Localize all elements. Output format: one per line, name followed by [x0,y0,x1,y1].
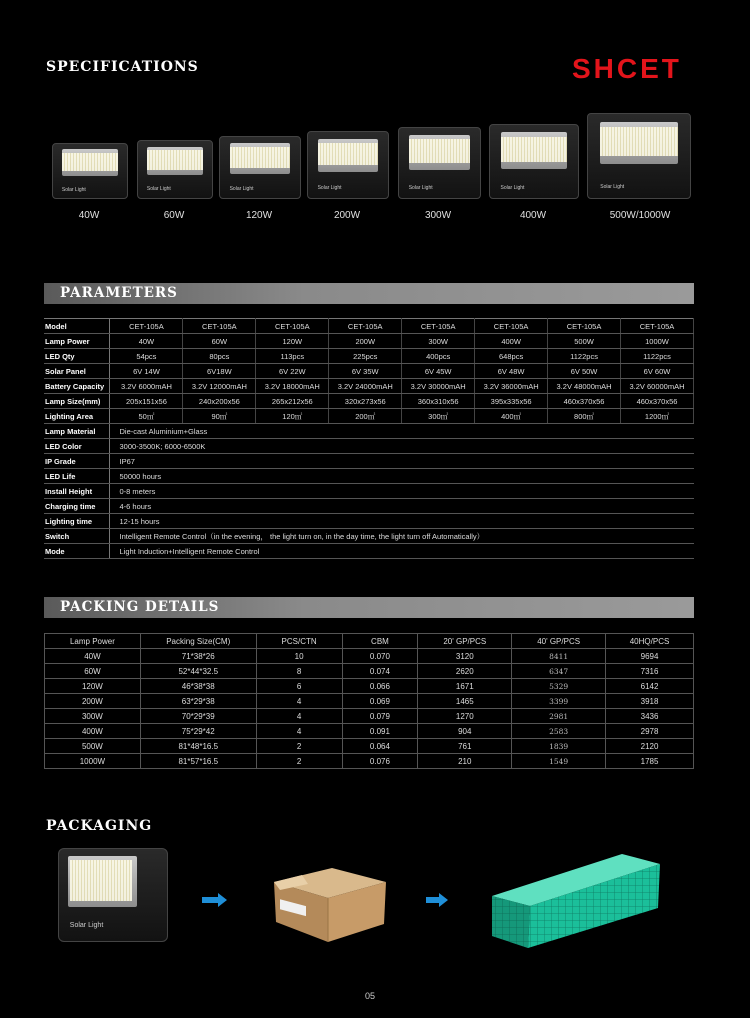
parameter-value: 80pcs [183,349,256,364]
parameter-value: 3.2V 18000mAH [256,379,329,394]
product-image-400w: Solar Light [489,124,579,199]
parameter-label: Switch [44,529,110,544]
parameter-value: 1122pcs [548,349,621,364]
parameter-row [44,364,694,379]
table-cell: 0.066 [342,679,418,694]
table-cell: 6347 [512,664,606,679]
column-header: Packing Size(CM) [140,634,256,649]
parameter-value: 648pcs [475,349,548,364]
parameter-value: 120W [256,334,329,349]
parameter-row [44,319,694,334]
table-cell: 4 [256,724,342,739]
product-label: 400W [519,210,547,221]
table-cell: 5329 [512,679,606,694]
table-row [45,754,694,769]
parameter-label: Lighting time [44,514,110,529]
parameter-value: 240x200x56 [183,394,256,409]
table-cell: 2 [256,754,342,769]
arrow-right-icon [218,893,227,907]
parameter-value: 1000W [621,334,694,349]
table-cell: 4 [256,709,342,724]
parameter-value: 200㎡ [329,409,402,424]
packaging-title: PACKAGING [46,818,153,834]
table-cell: 6 [256,679,342,694]
parameter-value: 460x370x56 [621,394,694,409]
parameter-value: 6V 22W [256,364,329,379]
parameter-row [44,454,694,469]
packaging-lamp-image: Solar Light [58,848,168,942]
table-cell: 0.091 [342,724,418,739]
table-cell: 8 [256,664,342,679]
parameter-value: 1200㎡ [621,409,694,424]
parameter-value: 113pcs [256,349,329,364]
packing-header-row [45,634,694,649]
table-cell: 2981 [512,709,606,724]
table-cell: 52*44*32.5 [140,664,256,679]
parameters-header-bar [44,283,694,304]
parameter-label: Model [44,319,110,334]
parameter-label: Charging time [44,499,110,514]
product-label: 60W [163,210,185,221]
parameter-value: 120㎡ [256,409,329,424]
table-row [45,694,694,709]
parameter-value: 6V 35W [329,364,402,379]
table-cell: 1785 [606,754,694,769]
packing-header-bar [44,597,694,618]
parameter-value: 3.2V 36000mAH [475,379,548,394]
parameters-title: PARAMETERS [60,285,178,301]
parameter-value: CET-105A [548,319,621,334]
table-cell: 4 [256,694,342,709]
parameter-value: Die-cast Aluminium+Glass [110,424,694,439]
parameter-label: Lighting Area [44,409,110,424]
table-cell: 3399 [512,694,606,709]
parameter-row [44,469,694,484]
product-image-200w: Solar Light [307,131,389,199]
parameter-value: 3.2V 6000mAH [110,379,183,394]
parameter-row [44,484,694,499]
table-row [45,709,694,724]
table-cell: 70*29*39 [140,709,256,724]
table-cell: 2 [256,739,342,754]
specifications-title: SPECIFICATIONS [46,59,199,75]
parameter-value: 0-8 meters [110,484,694,499]
parameter-value: CET-105A [621,319,694,334]
column-header: CBM [342,634,418,649]
table-cell: 3120 [418,649,512,664]
parameter-value: 6V18W [183,364,256,379]
product-image-40w: Solar Light [52,143,128,199]
parameter-value: IP67 [110,454,694,469]
table-cell: 2620 [418,664,512,679]
parameter-value: 6V 14W [110,364,183,379]
parameter-value: 500W [548,334,621,349]
parameter-label: Install Height [44,484,110,499]
table-cell: 63*29*38 [140,694,256,709]
parameter-value: CET-105A [256,319,329,334]
parameter-value: 60W [183,334,256,349]
parameter-row [44,514,694,529]
parameter-value: 6V 60W [621,364,694,379]
column-header: 40HQ/PCS [606,634,694,649]
table-cell: 300W [45,709,141,724]
parameter-value: CET-105A [110,319,183,334]
parameter-value: 50000 hours [110,469,694,484]
parameter-value: 3.2V 60000mAH [621,379,694,394]
parameter-row [44,349,694,364]
parameter-value: 300㎡ [402,409,475,424]
table-cell: 1270 [418,709,512,724]
parameter-row [44,424,694,439]
parameter-value: 205x151x56 [110,394,183,409]
parameter-value: 225pcs [329,349,402,364]
parameter-row [44,379,694,394]
table-cell: 1549 [512,754,606,769]
product-image-120w: Solar Light [219,136,301,199]
table-cell: 1000W [45,754,141,769]
parameter-value: 90㎡ [183,409,256,424]
product-label: 200W [333,210,361,221]
packing-title: PACKING DETAILS [60,599,220,615]
parameter-value: 6V 48W [475,364,548,379]
parameter-value: 395x335x56 [475,394,548,409]
parameter-value: 3000-3500K; 6000-6500K [110,439,694,454]
product-label: 40W [78,210,100,221]
table-cell: 0.074 [342,664,418,679]
table-cell: 81*48*16.5 [140,739,256,754]
parameter-row [44,409,694,424]
parameter-value: CET-105A [475,319,548,334]
parameter-row [44,529,694,544]
parameter-value: 3.2V 12000mAH [183,379,256,394]
table-cell: 2978 [606,724,694,739]
table-cell: 81*57*16.5 [140,754,256,769]
product-label: 500W/1000W [609,210,671,221]
table-cell: 2583 [512,724,606,739]
parameter-value: 4-6 hours [110,499,694,514]
table-cell: 120W [45,679,141,694]
table-cell: 75*29*42 [140,724,256,739]
table-row [45,649,694,664]
column-header: PCS/CTN [256,634,342,649]
parameter-value: 400㎡ [475,409,548,424]
parameter-value: 360x310x56 [402,394,475,409]
parameter-label: LED Color [44,439,110,454]
column-header: Lamp Power [45,634,141,649]
parameter-value: 40W [110,334,183,349]
parameter-label: Solar Panel [44,364,110,379]
parameter-value: 12-15 hours [110,514,694,529]
parameter-row [44,394,694,409]
page-number: 05 [364,991,375,1001]
table-cell: 500W [45,739,141,754]
parameter-value: 50㎡ [110,409,183,424]
parameter-label: IP Grade [44,454,110,469]
brand-logo: SHCET [572,53,682,84]
table-cell: 0.076 [342,754,418,769]
parameter-label: Mode [44,544,110,559]
table-cell: 3918 [606,694,694,709]
parameter-value: 54pcs [110,349,183,364]
parameter-label: LED Qty [44,349,110,364]
parameter-value: CET-105A [183,319,256,334]
parameter-value: CET-105A [402,319,475,334]
parameter-row [44,439,694,454]
table-cell: 8411 [512,649,606,664]
table-cell: 904 [418,724,512,739]
table-cell: 1465 [418,694,512,709]
parameter-value: 265x212x56 [256,394,329,409]
parameter-label: Lamp Size(mm) [44,394,110,409]
parameter-value: 200W [329,334,402,349]
table-cell: 9694 [606,649,694,664]
table-cell: 6142 [606,679,694,694]
table-cell: 761 [418,739,512,754]
parameter-label: Lamp Power [44,334,110,349]
table-cell: 60W [45,664,141,679]
parameter-row [44,334,694,349]
column-header: 40' GP/PCS [512,634,606,649]
column-header: 20' GP/PCS [418,634,512,649]
parameter-label: Lamp Material [44,424,110,439]
table-cell: 3436 [606,709,694,724]
table-row [45,739,694,754]
parameter-row [44,499,694,514]
parameter-value: 400W [475,334,548,349]
parameter-value: 300W [402,334,475,349]
parameter-label: Battery Capacity [44,379,110,394]
parameters-table [44,318,694,559]
parameter-value: 1122pcs [621,349,694,364]
table-cell: 0.079 [342,709,418,724]
parameter-value: 460x370x56 [548,394,621,409]
table-cell: 2120 [606,739,694,754]
arrow-right-icon [426,897,439,903]
parameter-value: 6V 50W [548,364,621,379]
table-cell: 200W [45,694,141,709]
parameter-value: 3.2V 30000mAH [402,379,475,394]
product-label: 300W [424,210,452,221]
table-cell: 46*38*38 [140,679,256,694]
product-image-500w-1000w: Solar Light [587,113,691,199]
table-cell: 1671 [418,679,512,694]
parameter-row [44,544,694,559]
table-row [45,724,694,739]
parameter-value: 800㎡ [548,409,621,424]
parameter-value: 6V 45W [402,364,475,379]
table-cell: 1839 [512,739,606,754]
parameter-value: CET-105A [329,319,402,334]
table-cell: 7316 [606,664,694,679]
table-cell: 40W [45,649,141,664]
table-cell: 10 [256,649,342,664]
arrow-right-icon [439,893,448,907]
parameter-value: 320x273x56 [329,394,402,409]
parameter-value: Intelligent Remote Control（in the evening， the light turn on, in the day time, the light turn off Automatically） [110,529,694,544]
parameter-value: 400pcs [402,349,475,364]
table-cell: 0.070 [342,649,418,664]
table-cell: 400W [45,724,141,739]
container-load-image [488,850,664,950]
table-cell: 0.069 [342,694,418,709]
product-image-60w: Solar Light [137,140,213,199]
table-cell: 0.064 [342,739,418,754]
parameter-value: 3.2V 24000mAH [329,379,402,394]
packing-table [44,633,694,769]
parameter-value: 3.2V 48000mAH [548,379,621,394]
table-row [45,679,694,694]
parameter-label: LED Life [44,469,110,484]
parameter-value: Light Induction+Intelligent Remote Control [110,544,694,559]
carton-box-image [268,860,390,944]
product-label: 120W [245,210,273,221]
table-row [45,664,694,679]
arrow-right-icon [202,897,218,903]
table-cell: 71*38*26 [140,649,256,664]
product-image-300w: Solar Light [398,127,481,199]
table-cell: 210 [418,754,512,769]
